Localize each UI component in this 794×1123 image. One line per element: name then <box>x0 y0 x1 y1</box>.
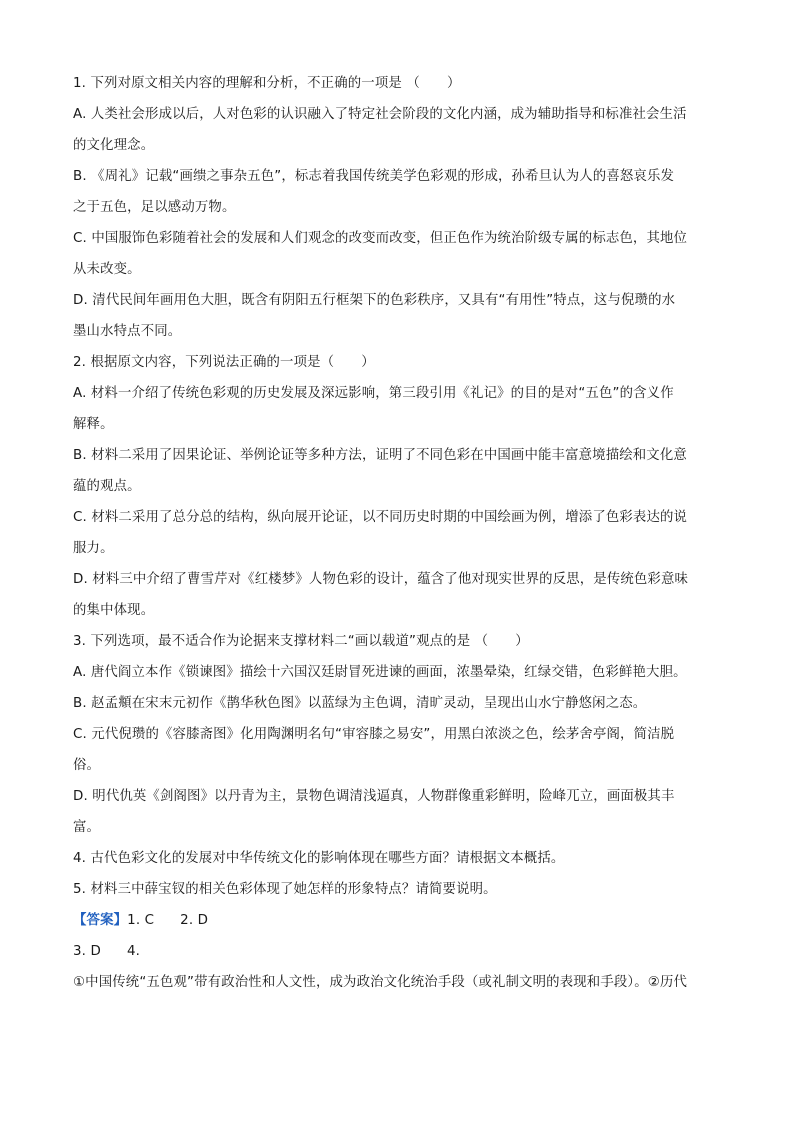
q1-option-a-line2: 的文化理念。 <box>73 138 155 153</box>
q1-stem: 1. 下列对原文相关内容的理解和分析，不正确的一项是 （ ） <box>73 76 461 91</box>
q2-option-d-line2: 的集中体现。 <box>73 603 155 618</box>
answer-2: 2. D <box>180 913 209 928</box>
answer-line-1 <box>73 911 723 931</box>
answer-tag: 【答案】 <box>73 913 128 928</box>
answer-4-explanation: ①中国传统“五色观”带有政治性和人文性，成为政治文化统治手段（或礼制文明的表现和手段）。②历代 <box>73 975 688 990</box>
q2-option-d-line1: D. 材料三中介绍了曹雪芹对《红楼梦》人物色彩的设计，蕴含了他对现实世界的反思，是传统色彩意味 <box>73 572 689 587</box>
question-content <box>73 74 723 993</box>
answer-1: 1. C <box>127 913 155 928</box>
q2-option-a-line2: 解释。 <box>73 417 114 432</box>
q2-option-a-line1: A. 材料一介绍了传统色彩观的历史发展及深远影响，第三段引用《礼记》的目的是对“五色”的含义作 <box>73 386 674 401</box>
q3-option-a-line1: A. 唐代阎立本作《锁谏图》描绘十六国汉廷尉冒死进谏的画面，浓墨晕染，红绿交错，色彩鲜艳大胆。 <box>73 665 687 680</box>
q2-option-c-line1: C. 材料二采用了总分总的结构，纵向展开论证，以不同历史时期的中国绘画为例，增添了色彩表达的说 <box>73 510 688 525</box>
q3-option-b-line1: B. 赵孟頫在宋末元初作《鹊华秋色图》以蓝绿为主色调，清旷灵动，呈现出山水宁静悠闲之态。 <box>73 696 647 711</box>
q1-option-d-line1: D. 清代民间年画用色大胆，既含有阴阳五行框架下的色彩秩序，又具有“有用性”特点，这与倪瓒的水 <box>73 293 676 308</box>
answer-4-label: 4. <box>126 944 141 959</box>
q3-stem: 3. 下列选项，最不适合作为论据来支撑材料二“画以载道”观点的是 （ ） <box>73 634 529 649</box>
q3-option-d-line2: 富。 <box>73 820 101 835</box>
q1-option-c-line2: 从未改变。 <box>73 262 141 277</box>
q1-option-d-line2: 墨山水特点不同。 <box>73 324 182 339</box>
q1-option-c-line1: C. 中国服饰色彩随着社会的发展和人们观念的改变而改变，但正色作为统治阶级专属的标志色，其地位 <box>73 231 688 246</box>
q1-option-a-line1: A. 人类社会形成以后，人对色彩的认识融入了特定社会阶段的文化内涵，成为辅助指导和标准社会生活 <box>73 107 687 122</box>
answer-3: 3. D <box>73 944 101 959</box>
q5-stem: 5. 材料三中薛宝钗的相关色彩体现了她怎样的形象特点？请简要说明。 <box>73 882 497 897</box>
q1-option-b-line1: B. 《周礼》记载“画缋之事杂五色”，标志着我国传统美学色彩观的形成，孙希旦认为人的喜怒哀乐发 <box>73 169 675 184</box>
q2-stem: 2. 根据原文内容，下列说法正确的一项是（ ） <box>73 355 375 370</box>
q1-option-b-line2: 之于五色，足以感动万物。 <box>73 200 236 215</box>
q3-option-d-line1: D. 明代仇英《剑阁图》以丹青为主，景物色调清浅逼真，人物群像重彩鲜明，险峰兀立，画面极其丰 <box>73 789 675 804</box>
q4-stem: 4. 古代色彩文化的发展对中华传统文化的影响体现在哪些方面？请根据文本概括。 <box>73 851 565 866</box>
q3-option-c-line1: C. 元代倪瓒的《容膝斋图》化用陶渊明名句“审容膝之易安”，用黑白浓淡之色，绘茅舍亭阁，简洁脱 <box>73 727 675 742</box>
q2-option-c-line2: 服力。 <box>73 541 114 556</box>
q3-option-c-line2: 俗。 <box>73 758 101 773</box>
answer-line-2 <box>73 942 723 962</box>
q2-option-b-line1: B. 材料二采用了因果论证、举例论证等多种方法，证明了不同色彩在中国画中能丰富意境描绘和文化意 <box>73 448 687 463</box>
q2-option-b-line2: 蕴的观点。 <box>73 479 141 494</box>
